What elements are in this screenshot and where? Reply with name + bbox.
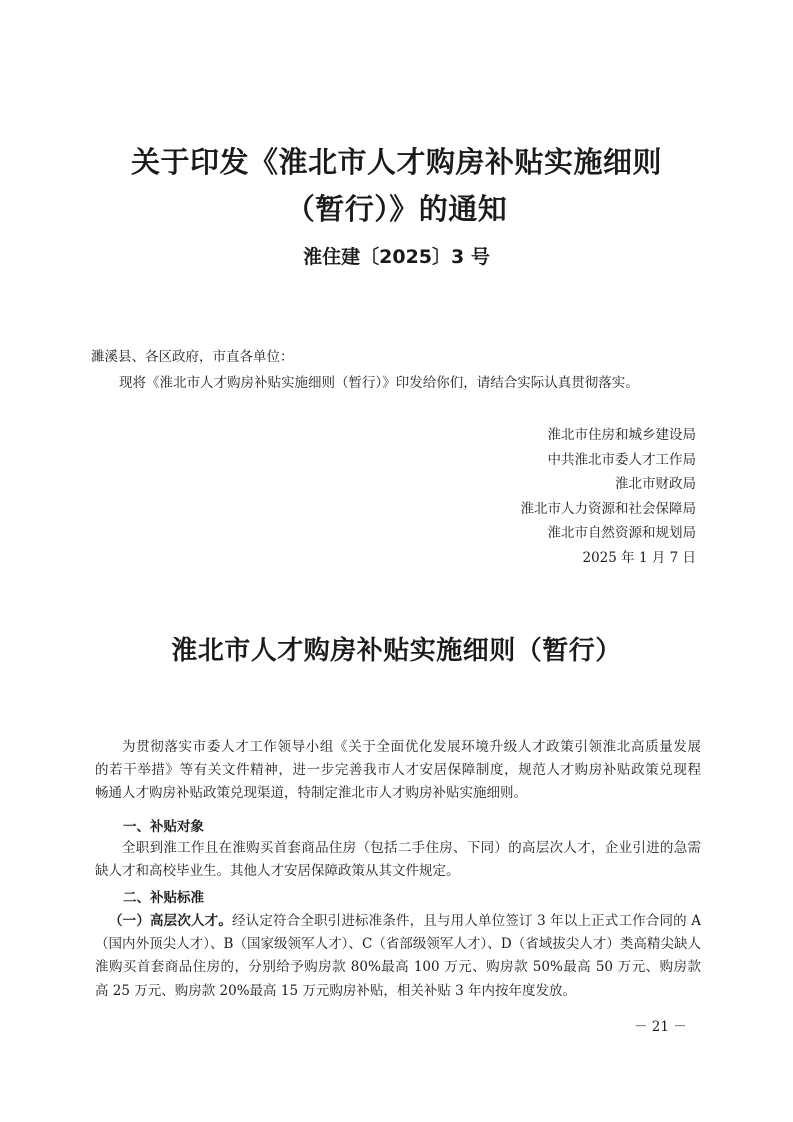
- paragraph-text: 经认定符合全职引进标准条件，且与用人单位签订 3 年以上正式工作合同的 A: [232, 913, 701, 929]
- paragraph-line: [95, 910, 701, 933]
- section-heading: 二、补贴标准: [123, 890, 204, 906]
- issuing-agencies: [521, 423, 697, 571]
- section1-paragraph: [95, 837, 701, 883]
- paragraph-line: 全职到淮工作且在淮购买首套商品住房（包括二手住房、下同）的高层次人才，企业引进的急需: [122, 840, 701, 856]
- preamble-paragraph: [95, 736, 701, 806]
- issue-date: 2025 年 1 月 7 日: [582, 549, 696, 566]
- paragraph-line: （国内外顶尖人才）、B（国家级领军人才）、C（省部级领军人才）、D（省域拔尖人才）类高精尖缺人: [95, 936, 701, 953]
- paragraph-line: 为贯彻落实市委人才工作领导小组《关于全面优化发展环境升级人才政策引领淮北高质量发展: [122, 739, 701, 755]
- paragraph-line: 畅通人才购房补贴政策兑现渠道，特制定淮北市人才购房补贴实施细则。: [95, 785, 527, 802]
- signer-agency: 淮北市人力资源和社会保障局: [520, 500, 696, 517]
- section2-paragraph: [95, 910, 701, 1003]
- signer-agency: 中共淮北市委人才工作局: [547, 451, 696, 468]
- signer-agency: 淮北市自然资源和规划局: [547, 525, 696, 542]
- paragraph-line: 淮购买首套商品住房的，分别给予购房款 80%最高 100 万元、购房款 50%最高 50 万元、购房款: [95, 959, 701, 976]
- subsection-label: （一）高层次人才。: [109, 913, 232, 929]
- signer-agency: 淮北市住房和城乡建设局: [547, 427, 696, 443]
- signer-agency: 淮北市财政局: [615, 476, 696, 493]
- page-number: － 21 －: [634, 1019, 687, 1035]
- paragraph-line: 高 25 万元、购房款 20%最高 15 万元购房补贴，相关补贴 3 年内按年度发放。: [95, 982, 576, 999]
- notice-title-line-2: （暂行）》的通知: [285, 192, 508, 226]
- paragraph-line: 的若干举措》等有关文件精神，进一步完善我市人才安居保障制度，规范人才购房补贴政策兑现程: [95, 762, 701, 779]
- paragraph-line: 缺人才和高校毕业生。其他人才安居保障政策从其文件规定。: [95, 863, 460, 880]
- rules-title: 淮北市人才购房补贴实施细则（暂行）: [171, 636, 622, 666]
- addressee: 濉溪县、各区政府，市直各单位：: [91, 349, 294, 365]
- notice-title-line-1: 关于印发《淮北市人才购房补贴实施细则: [130, 145, 662, 179]
- document-number: 淮住建〔2025〕3 号: [303, 246, 490, 268]
- section-heading: 一、补贴对象: [123, 819, 204, 835]
- notice-body: 现将《淮北市人才购房补贴实施细则（暂行）》印发给你们，请结合实际认真贯彻落实。: [119, 375, 639, 391]
